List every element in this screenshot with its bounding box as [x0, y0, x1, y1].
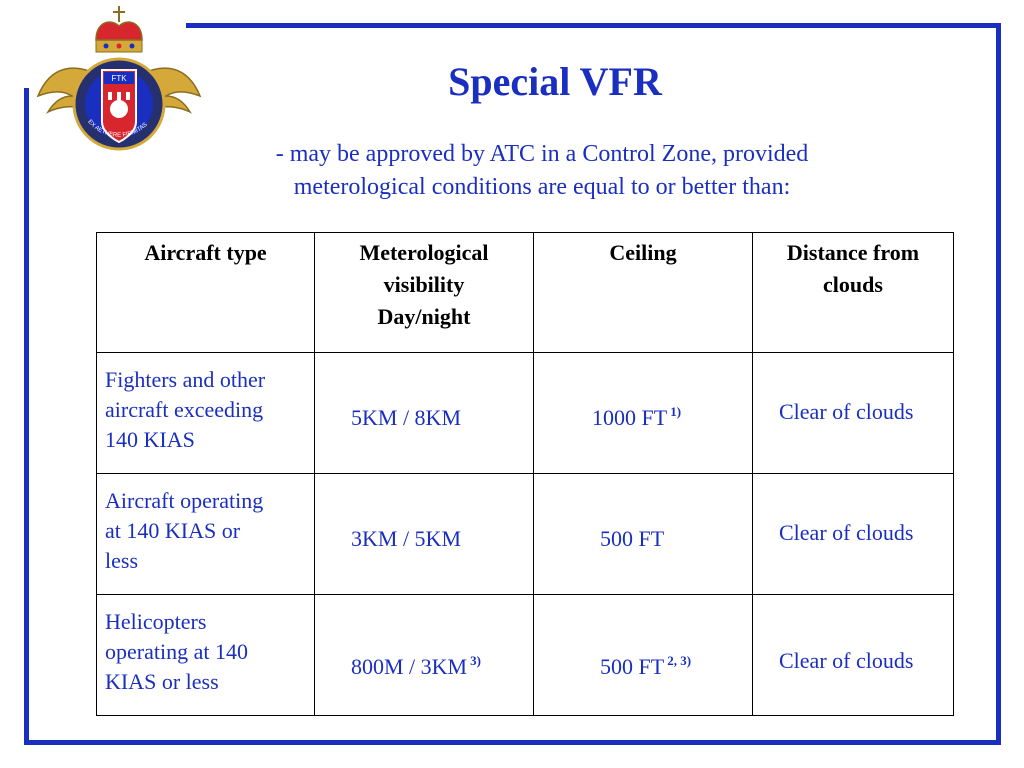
emblem-motto: EX AETHERE FIRMITAS: [86, 119, 149, 139]
visibility-cell: 3KM / 5KM: [315, 474, 534, 595]
subtitle-line: meterological conditions are equal to or better than:: [293, 174, 791, 200]
distance-cell: Clear of clouds: [753, 595, 954, 716]
visibility-cell: 5KM / 8KM: [315, 353, 534, 474]
special-vfr-table: [96, 232, 954, 716]
table-row: [97, 474, 954, 595]
ceiling-cell: 1000 FT $^{1)}$: [534, 353, 753, 474]
header-aircraft-type: Aircraft type: [97, 233, 315, 353]
header-distance-from-clouds: Distance from clouds: [753, 233, 954, 353]
distance-cell: Clear of clouds: [753, 353, 954, 474]
aircraft-type-cell: Aircraft operating at 140 KIAS or less: [97, 474, 315, 595]
page-subtitle: [130, 138, 954, 204]
page-title: Special VFR: [448, 59, 662, 104]
table-header-row: [97, 233, 954, 353]
table-row: [97, 353, 954, 474]
distance-cell: Clear of clouds: [753, 474, 954, 595]
crown-icon: [96, 6, 142, 52]
header-visibility: Meterological visibility Day/night: [315, 233, 534, 353]
emblem-top-text: FTK: [111, 74, 127, 83]
ceiling-cell: 500 FT $^{2, 3)}$: [534, 595, 753, 716]
frame-right-line: [996, 23, 1001, 745]
aircraft-type-cell: Fighters and other aircraft exceeding 140 KIAS: [97, 353, 315, 474]
frame-top-line: [186, 23, 1001, 28]
visibility-cell: 800M / 3KM $^{3)}$: [315, 595, 534, 716]
ceiling-cell: 500 FT: [534, 474, 753, 595]
table-row: [97, 595, 954, 716]
frame-bottom-line: [24, 740, 1001, 745]
subtitle-line: - may be approved by ATC in a Control Zone, provided: [275, 141, 809, 167]
header-ceiling: Ceiling: [534, 233, 753, 353]
aircraft-type-cell: Helicopters operating at 140 KIAS or less: [97, 595, 315, 716]
frame-left-line: [24, 88, 29, 745]
